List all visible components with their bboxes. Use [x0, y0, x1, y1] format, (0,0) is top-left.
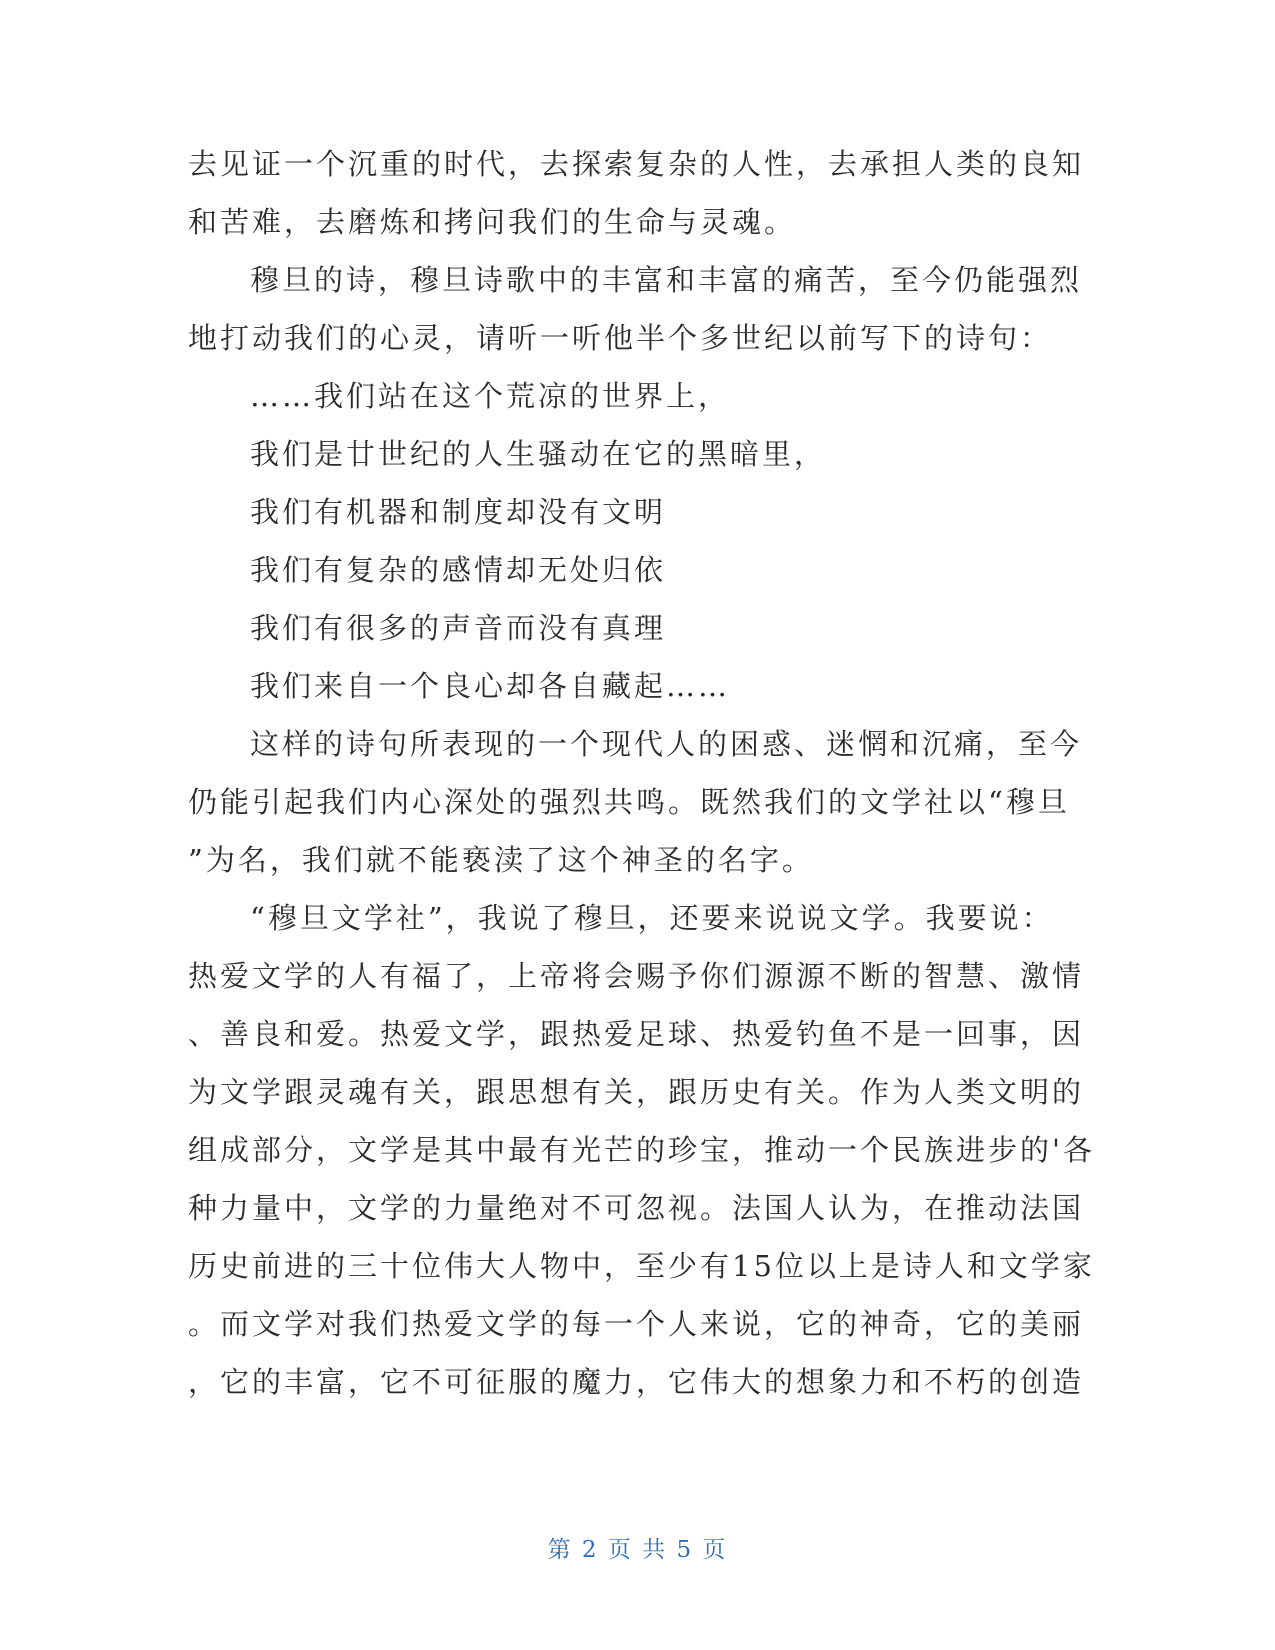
poem-line-6: 我们来自一个良心却各自藏起……: [250, 669, 731, 703]
paragraph-4-line-4: 为文学跟灵魂有关，跟思想有关，跟历史有关。作为人类文明的: [188, 1075, 1085, 1109]
paragraph-1-line-2: 和苦难，去磨炼和拷问我们的生命与灵魂。: [188, 205, 797, 239]
paragraph-2-line-2: 地打动我们的心灵，请听一听他半个多世纪以前写下的诗句：: [188, 321, 1053, 355]
paragraph-4-line-6: 种力量中，文学的力量绝对不可忽视。法国人认为，在推动法国: [188, 1191, 1085, 1225]
poem-line-1: ……我们站在这个荒凉的世界上，: [250, 379, 731, 413]
paragraph-3-line-1: 这样的诗句所表现的一个现代人的困惑、迷惘和沉痛，至今: [250, 727, 1083, 761]
poem-line-5: 我们有很多的声音而没有真理: [250, 611, 667, 645]
paragraph-4-line-5: 组成部分，文学是其中最有光芒的珍宝，推动一个民族进步的'各: [188, 1133, 1095, 1167]
paragraph-4-line-9: ，它的丰富，它不可征服的魔力，它伟大的想象力和不朽的创造: [188, 1365, 1085, 1399]
poem-line-3: 我们有机器和制度却没有文明: [250, 495, 667, 529]
paragraph-4-line-8: 。而文学对我们热爱文学的每一个人来说，它的神奇，它的美丽: [188, 1307, 1085, 1341]
paragraph-4-line-1: “穆旦文学社”，我说了穆旦，还要来说说文学。我要说：: [250, 901, 1054, 935]
poem-line-2: 我们是廿世纪的人生骚动在它的黑暗里，: [250, 437, 827, 471]
paragraph-2-line-1: 穆旦的诗，穆旦诗歌中的丰富和丰富的痛苦，至今仍能强烈: [250, 263, 1083, 297]
paragraph-1-line-1: 去见证一个沉重的时代，去探索复杂的人性，去承担人类的良知: [188, 147, 1085, 181]
paragraph-3-line-3: ”为名，我们就不能亵渎了这个神圣的名字。: [188, 843, 814, 877]
poem-line-4: 我们有复杂的感情却无处归依: [250, 553, 667, 587]
paragraph-3-line-2: 仍能引起我们内心深处的强烈共鸣。既然我们的文学社以“穆旦: [188, 785, 1070, 819]
paragraph-4-line-7: 历史前进的三十位伟大人物中，至少有15位以上是诗人和文学家: [188, 1249, 1095, 1283]
paragraph-4-line-3: 、善良和爱。热爱文学，跟热爱足球、热爱钓鱼不是一回事，因: [188, 1017, 1085, 1051]
paragraph-4-line-2: 热爱文学的人有福了，上帝将会赐予你们源源不断的智慧、激情: [188, 959, 1085, 993]
page-number-footer: 第 2 页 共 5 页: [547, 1537, 728, 1563]
